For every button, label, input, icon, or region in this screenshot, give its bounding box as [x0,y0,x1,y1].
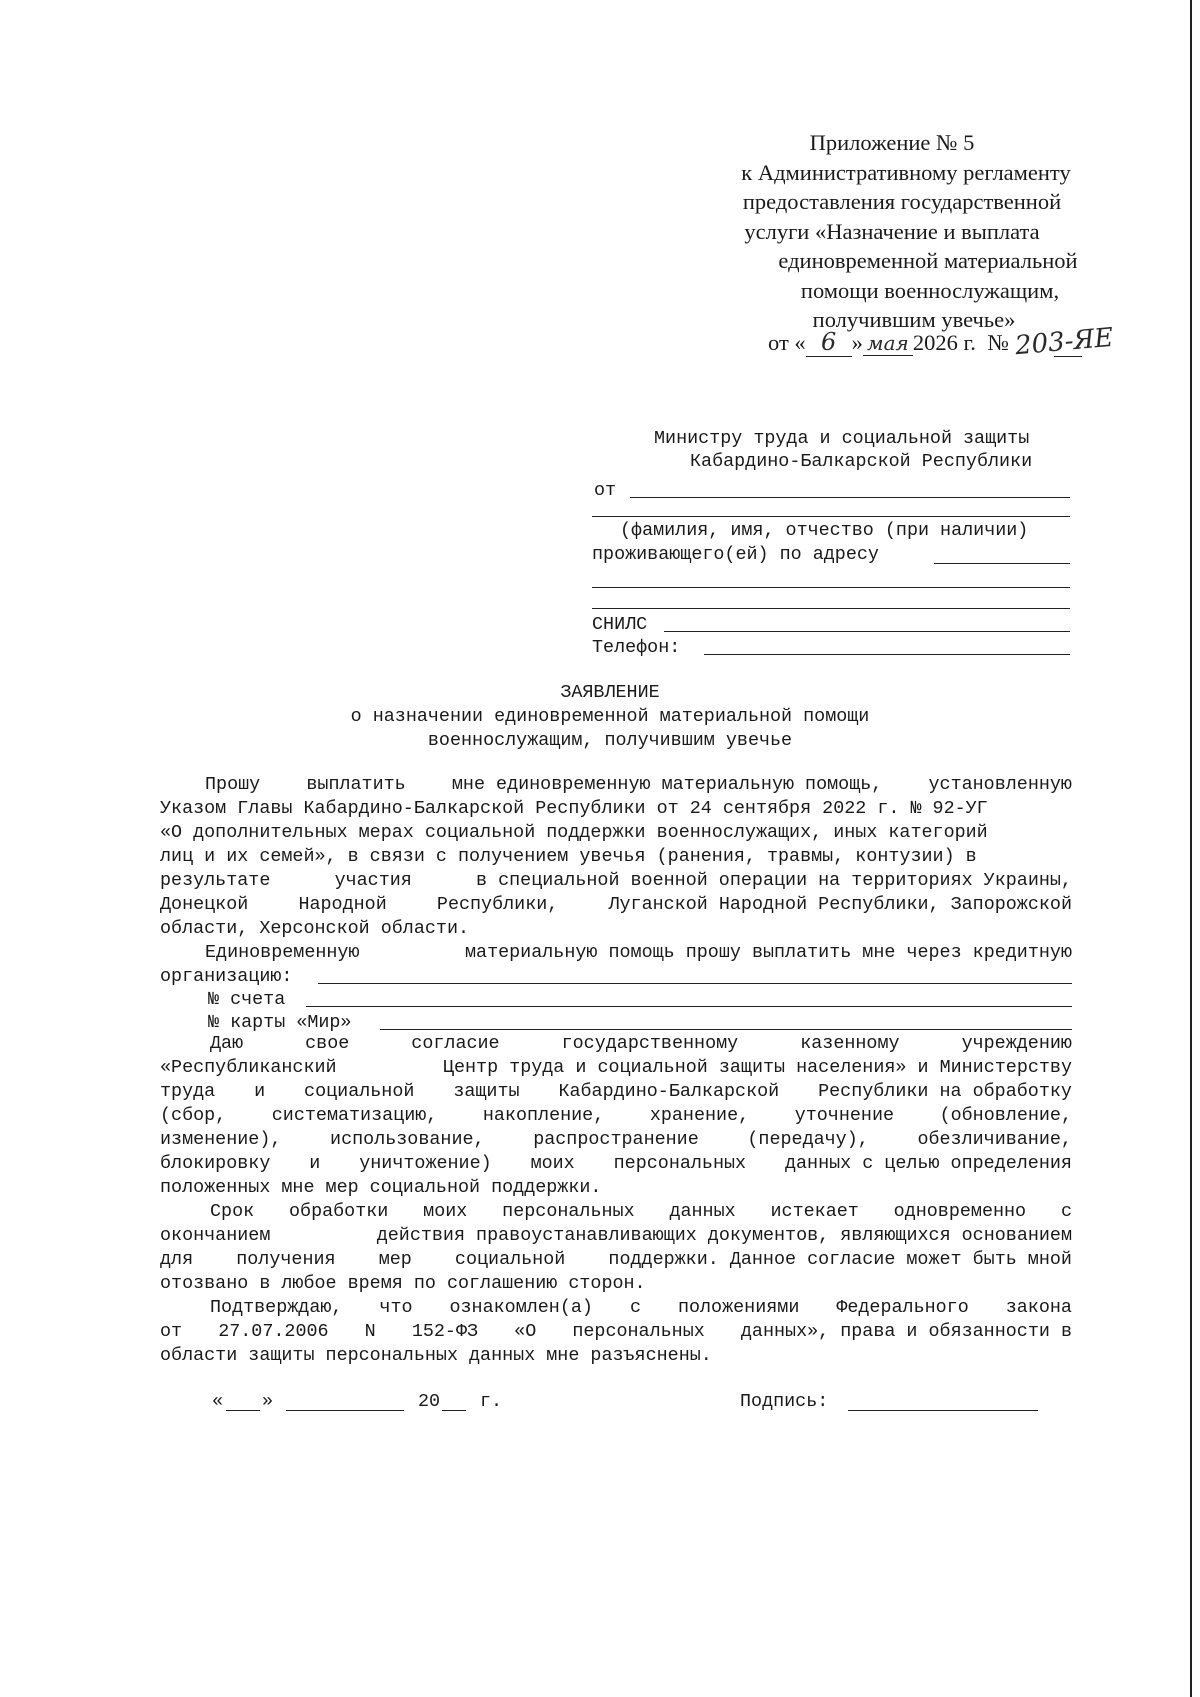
phone-label: Телефон: [592,637,681,658]
appendix-line: услуги «Назначение и выплата [744,218,1040,244]
signature-label: Подпись: [740,1391,829,1412]
word: с [629,1297,641,1318]
word: «Республиканский [160,1057,337,1078]
word: обработки [289,1201,389,1222]
para5-line [210,1297,1072,1318]
word: Прошу [205,774,261,795]
footer-date-open: « [212,1391,224,1412]
word: Единовременную [205,942,360,963]
para1-line: «О дополнительных мерах социальной поддержки военнослужащих, иных категорий [160,822,988,843]
word: персональных [572,1321,705,1342]
word: защиты [453,1081,520,1102]
word: мне единовременную материальную помощь, [451,774,883,795]
word: Федерального [836,1297,969,1318]
word: блокировку [160,1153,271,1174]
word: одновременно [893,1201,1027,1222]
word: моих [423,1201,468,1222]
appendix-header [700,128,1120,335]
word: Республики на обработку [818,1081,1072,1102]
appendix-title: Приложение № 5 [809,130,975,155]
date-month: мая [863,331,913,356]
word: 27.07.2006 [218,1321,329,1342]
scan-edge [1190,0,1192,1697]
word: окончанием [160,1225,271,1246]
word: что [379,1297,413,1318]
para4-line [160,1249,1072,1270]
fio-field-line[interactable] [592,516,1070,517]
address-label: проживающего(ей) по адресу [592,544,879,565]
word: результате [160,870,271,891]
date-prefix: от « [768,330,806,355]
number-value: 203-ЯЕ [1013,322,1115,362]
from-field-line[interactable] [630,497,1070,498]
date-year: 2026 г. [912,330,976,355]
para4-last-line: отозвано в любое время по соглашению сторон. [160,1273,646,1294]
word: и [309,1153,321,1174]
appendix-line: единовременной материальной [778,248,1078,273]
word: Подтверждаю, [210,1297,343,1318]
account-label: № счета [208,989,286,1010]
para1-line [205,774,1072,795]
word: социальной [304,1081,415,1102]
word: уничтожение) [359,1153,492,1174]
word: учреждению [961,1033,1072,1054]
para1-line [160,870,1072,891]
word: Центр труда и социальной защиты населения» и Министерству [442,1057,1072,1078]
word: уточнение [794,1105,895,1126]
para4-line [210,1201,1072,1222]
word: материальную помощь прошу выплатить мне через кредитную [465,942,1072,963]
word: установленную [928,774,1072,795]
phone-field-line[interactable] [704,654,1070,655]
word: Кабардино-Балкарской [558,1081,780,1102]
word: моих [530,1153,575,1174]
word: «О [514,1321,537,1342]
para1-line [160,894,1072,915]
word: труда [160,1081,216,1102]
signature-field-line[interactable] [848,1410,1038,1411]
word: 152-ФЗ [411,1321,479,1342]
card-field-line[interactable] [380,1029,1072,1030]
appendix-line: к Административному регламенту [741,159,1071,185]
word: ознакомлен(а) [449,1297,593,1318]
footer-year-field[interactable] [442,1410,466,1411]
word: использование, [330,1129,485,1150]
footer-year-suffix: г. [480,1391,503,1412]
para3-last-line: положенных мне мер социальной поддержки. [160,1177,602,1198]
number-underline [1054,356,1082,357]
appendix-date-line [768,322,1115,362]
statement-subtitle-2: военнослужащим, получившим увечье [427,730,793,751]
para4-line [160,1225,1072,1246]
word: свое [305,1033,350,1054]
address-field-line-3[interactable] [592,608,1070,609]
from-label: от [594,480,617,501]
para3-line [160,1153,1072,1174]
addressee-line-1: Министру труда и социальной защиты [654,428,1030,449]
word: N [364,1321,376,1342]
word: данных [669,1201,736,1222]
word: изменение), [160,1129,282,1150]
card-label: № карты «Мир» [208,1012,352,1033]
word: истекает [770,1201,859,1222]
word: Донецкой [160,894,249,915]
word: выплатить [306,774,406,795]
footer-year-prefix: 20 [418,1391,441,1412]
word: действия правоустанавливающих документов, являющихся основанием [376,1225,1072,1246]
org-label: организацию: [160,966,293,987]
word: в специальной военной операции на территориях Украины, [476,870,1072,891]
statement-title: ЗАЯВЛЕНИЕ [560,682,660,703]
appendix-line: получившим увечье» [812,307,1016,332]
word: Республики, [436,894,559,915]
statement-subtitle-1: о назначении единовременной материальной помощи [350,706,870,727]
word: участия [334,870,412,891]
para3-line [210,1033,1072,1054]
para3-line [160,1129,1072,1150]
word: хранение, [649,1105,750,1126]
footer-date-close: » [262,1391,274,1412]
footer-month-field[interactable] [286,1410,404,1411]
word: распространение [533,1129,699,1150]
word: данных с целью определения [784,1153,1072,1174]
para1-line: лиц и их семей», в связи с получением увечья (ранения, травмы, контузии) в [160,846,977,867]
word: Срок [210,1201,255,1222]
fio-hint: (фамилия, имя, отчество (при наличии) [620,520,1029,541]
para1-last-line: области, Херсонской области. [160,918,470,939]
para5-line [160,1321,1072,1342]
org-field-line[interactable] [318,983,1072,984]
word: с [1060,1201,1072,1222]
word: Луганской Народной Республики, Запорожской [608,894,1072,915]
word: мер [378,1249,412,1270]
address-field-line-1[interactable] [934,563,1070,564]
para2-line [205,942,1072,963]
para1-line: Указом Главы Кабардино-Балкарской Республики от 24 сентября 2022 г. № 92-УГ [160,798,988,819]
word: казенному [800,1033,900,1054]
word: согласие [411,1033,500,1054]
word: обезличивание, [917,1129,1072,1150]
number-prefix: № [987,330,1009,355]
word: накопление, [482,1105,605,1126]
addressee-line-2: Кабардино-Балкарской Республики [690,451,1033,472]
word: данных», права и обязанности в [740,1321,1072,1342]
word: персональных [613,1153,747,1174]
word: Даю [210,1033,244,1054]
word: получения [236,1249,336,1270]
word: систематизацию, [271,1105,438,1126]
word: (передачу), [747,1129,869,1150]
address-field-line-2[interactable] [592,587,1070,588]
snils-field-line[interactable] [664,631,1070,632]
word: (обновление, [939,1105,1072,1126]
account-field-line[interactable] [306,1006,1072,1007]
word: (сбор, [160,1105,227,1126]
para5-last-line: области защиты персональных данных мне разъяснены. [160,1345,712,1366]
para3-line [160,1057,1072,1078]
word: персональных [502,1201,635,1222]
date-mid: » [851,330,863,355]
word: от [160,1321,183,1342]
word: государственному [561,1033,739,1054]
para3-line [160,1105,1072,1126]
word: и [254,1081,266,1102]
snils-label: СНИЛС [592,614,648,635]
word: Народной [298,894,387,915]
word: для [160,1249,194,1270]
word: поддержки. Данное согласие может быть мной [608,1249,1072,1270]
appendix-line: помощи военнослужащим, [800,277,1060,303]
word: положениями [677,1297,800,1318]
para3-line [160,1081,1072,1102]
footer-day-field[interactable] [226,1410,260,1411]
date-day: 6 [806,328,852,357]
appendix-line: предоставления государственной [742,189,1062,214]
word: закона [1005,1297,1072,1318]
word: социальной [454,1249,566,1270]
